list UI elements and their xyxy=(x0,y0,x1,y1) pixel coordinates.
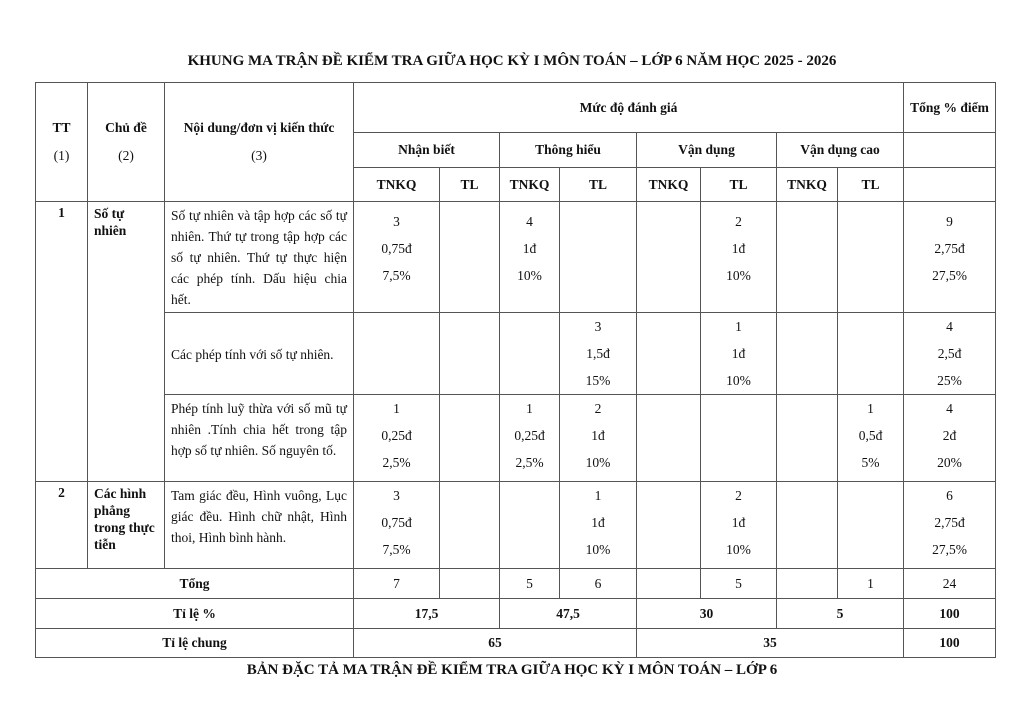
empty-cell xyxy=(637,202,701,313)
content-cell: Số tự nhiên và tập hợp các số tự nhiên. Thứ tự trong tập hợp các số tự nhiên. Thứ tự thực hiện các phép tính. Dấu hiệu chia hết. xyxy=(165,202,354,313)
value-cell: 3 0,75đ 7,5% xyxy=(354,482,440,569)
empty-cell xyxy=(354,313,440,395)
empty-cell xyxy=(838,313,904,395)
matrix-table xyxy=(35,82,996,658)
sub-header: TL xyxy=(701,168,777,202)
sub-header: TL xyxy=(560,168,637,202)
value-cell: 4 1đ 10% xyxy=(500,202,560,313)
value-cell: 2 1đ 10% xyxy=(701,202,777,313)
empty-cell xyxy=(500,313,560,395)
level-high-application: Vận dụng cao xyxy=(777,133,904,168)
total-row-value: 5 xyxy=(701,569,777,599)
total-cell: 4 2đ 20% xyxy=(904,395,996,482)
empty-cell xyxy=(777,482,838,569)
ratio-row-value: 5 xyxy=(777,599,904,629)
empty-cell xyxy=(440,202,500,313)
header-assessment-level: Mức độ đánh giá xyxy=(354,83,904,133)
total-row-label: Tổng xyxy=(36,569,354,599)
content-cell: Tam giác đều, Hình vuông, Lục giác đều. Hình chữ nhật, Hình thoi, Hình bình hành. xyxy=(165,482,354,569)
total-row xyxy=(36,569,996,599)
row-number: 1 xyxy=(36,202,88,482)
empty-cell xyxy=(500,482,560,569)
total-row-value: 7 xyxy=(354,569,440,599)
ratio-row-value: 30 xyxy=(637,599,777,629)
total-row-value xyxy=(440,569,500,599)
sub-header: TNKQ xyxy=(777,168,838,202)
empty-cell xyxy=(701,395,777,482)
empty-cell xyxy=(440,395,500,482)
value-cell: 1 1đ 10% xyxy=(701,313,777,395)
total-row-value: 1 xyxy=(838,569,904,599)
sub-header: TNKQ xyxy=(354,168,440,202)
value-cell: 3 1,5đ 15% xyxy=(560,313,637,395)
empty-cell xyxy=(440,482,500,569)
section-title: BẢN ĐẶC TẢ MA TRẬN ĐỀ KIỂM TRA GIỮA HỌC KỲ I MÔN TOÁN – LỚP 6 xyxy=(246,662,778,678)
empty-cell xyxy=(637,313,701,395)
empty-cell xyxy=(440,313,500,395)
ratio-row xyxy=(36,599,996,629)
header-content: Nội dung/đơn vị kiến thức (3) xyxy=(165,83,354,202)
level-recognition: Nhận biết xyxy=(354,133,500,168)
table-row xyxy=(36,395,996,482)
table-row xyxy=(36,482,996,569)
content-cell: Phép tính luỹ thừa với số mũ tự nhiên .Tính chia hết trong tập hợp số tự nhiên. Số nguyên tố. xyxy=(165,395,354,482)
level-understanding: Thông hiểu xyxy=(500,133,637,168)
ratio-row-label: Tỉ lệ % xyxy=(36,599,354,629)
value-cell: 1 0,25đ 2,5% xyxy=(354,395,440,482)
value-cell: 1 1đ 10% xyxy=(560,482,637,569)
header-total: Tổng % điểm xyxy=(904,83,996,133)
table-row xyxy=(36,313,996,395)
total-cell: 6 2,75đ 27,5% xyxy=(904,482,996,569)
content-cell: Các phép tính với số tự nhiên. xyxy=(165,313,354,395)
overall-ratio-label: Tỉ lệ chung xyxy=(36,629,354,658)
total-row-value xyxy=(637,569,701,599)
empty-cell xyxy=(838,202,904,313)
total-row-value: 5 xyxy=(500,569,560,599)
total-row-grand: 24 xyxy=(904,569,996,599)
ratio-row-grand: 100 xyxy=(904,599,996,629)
row-number: 2 xyxy=(36,482,88,569)
sub-header: TNKQ xyxy=(637,168,701,202)
empty-cell xyxy=(777,202,838,313)
total-cell: 4 2,5đ 25% xyxy=(904,313,996,395)
ratio-row-value: 17,5 xyxy=(354,599,500,629)
empty-cell xyxy=(838,482,904,569)
value-cell: 1 0,5đ 5% xyxy=(838,395,904,482)
level-application: Vận dụng xyxy=(637,133,777,168)
overall-ratio-row xyxy=(36,629,996,658)
empty-cell xyxy=(560,202,637,313)
overall-ratio-grand: 100 xyxy=(904,629,996,658)
total-cell: 9 2,75đ 27,5% xyxy=(904,202,996,313)
page-title: KHUNG MA TRẬN ĐỀ KIỂM TRA GIỮA HỌC KỲ I MÔN TOÁN – LỚP 6 NĂM HỌC 2025 - 2026 xyxy=(187,53,837,69)
header-total-empty xyxy=(904,133,996,168)
topic-cell: Các hình phẳng trong thực tiễn xyxy=(88,482,165,569)
header-topic: Chủ đề (2) xyxy=(88,83,165,202)
topic-cell: Số tự nhiên xyxy=(88,202,165,482)
empty-cell xyxy=(777,395,838,482)
total-row-value: 6 xyxy=(560,569,637,599)
value-cell: 1 0,25đ 2,5% xyxy=(500,395,560,482)
sub-header: TL xyxy=(440,168,500,202)
overall-ratio-value: 35 xyxy=(637,629,904,658)
value-cell: 3 0,75đ 7,5% xyxy=(354,202,440,313)
overall-ratio-value: 65 xyxy=(354,629,637,658)
header-total-empty xyxy=(904,168,996,202)
sub-header: TL xyxy=(838,168,904,202)
header-tt: TT (1) xyxy=(36,83,88,202)
empty-cell xyxy=(637,482,701,569)
table-row xyxy=(36,202,996,313)
empty-cell xyxy=(637,395,701,482)
total-row-value xyxy=(777,569,838,599)
value-cell: 2 1đ 10% xyxy=(560,395,637,482)
empty-cell xyxy=(777,313,838,395)
ratio-row-value: 47,5 xyxy=(500,599,637,629)
sub-header: TNKQ xyxy=(500,168,560,202)
value-cell: 2 1đ 10% xyxy=(701,482,777,569)
